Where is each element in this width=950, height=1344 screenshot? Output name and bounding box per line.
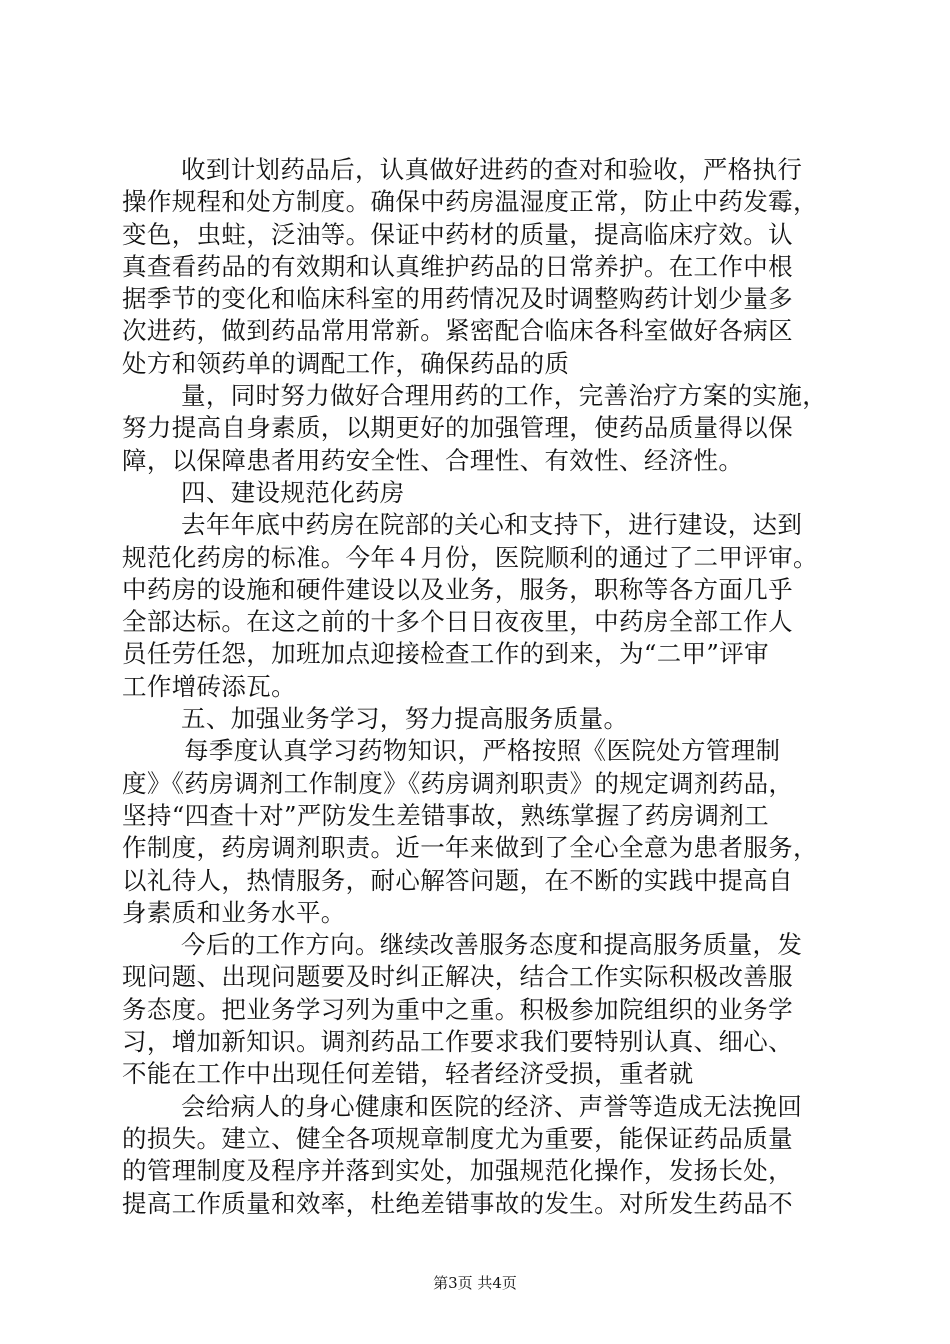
text-line: 现问题、出现问题要及时纠正解决，结合工作实际积极改善服 [122, 962, 793, 992]
text-line: 以礼待人，热情服务，耐心解答问题，在不断的实践中提高自 [122, 865, 793, 895]
text-line: 收到计划药品后，认真做好进药的查对和验收，严格执行 [181, 155, 803, 184]
text-line: 中药房的设施和硬件建设以及业务，服务，职称等各方面几乎 [122, 574, 793, 604]
text-line: 去年年底中药房在院部的关心和支持下，进行建设，达到 [181, 510, 803, 540]
text-line: 的管理制度及程序并落到实处，加强规范化操作，发扬长处， [122, 1156, 793, 1186]
text-line: 坚持“四查十对”严防发生差错事故，熟练掌握了药房调剂工 [122, 800, 769, 830]
text-line: 障，以保障患者用药安全性、合理性、有效性、经济性。 [122, 445, 744, 475]
section-heading: 四、建设规范化药房 [181, 477, 405, 507]
text-line: 习，增加新知识。调剂药品工作要求我们要特别认真、细心、 [122, 1027, 793, 1057]
page-footer [0, 1272, 950, 1293]
text-line: 作制度，药房调剂职责。近一年来做到了全心全意为患者服务， [122, 833, 818, 863]
text-line: 的损失。建立、健全各项规章制度尤为重要，能保证药品质量 [122, 1123, 793, 1153]
text-line: 每季度认真学习药物知识，严格按照《医院处方管理制 [184, 736, 781, 766]
text-line: 变色，虫蛀，泛油等。保证中药材的质量，提高临床疗效。认 [122, 219, 793, 249]
text-line: 工作增砖添瓦。 [122, 671, 296, 701]
text-line: 身素质和业务水平。 [122, 897, 346, 927]
text-line: 今后的工作方向。继续改善服务态度和提高服务质量，发 [181, 930, 803, 960]
document-body [122, 154, 830, 1220]
section-heading: 五、加强业务学习，努力提高服务质量。 [181, 704, 629, 734]
text-line: 次进药，做到药品常用常新。紧密配合临床各科室做好各病区 [122, 316, 793, 346]
text-line: 不能在工作中出现任何差错，轻者经济受损，重者就 [122, 1059, 694, 1089]
text-line: 提高工作质量和效率，杜绝差错事故的发生。对所发生药品不 [122, 1188, 793, 1218]
text-line: 规范化药房的标准。今年４月份，医院顺利的通过了二甲评审。 [122, 542, 818, 572]
text-line: 操作规程和处方制度。确保中药房温湿度正常，防止中药发霉， [122, 187, 818, 217]
text-line: 全部达标。在这之前的十多个日日夜夜里，中药房全部工作人 [122, 607, 793, 637]
text-line: 员任劳任怨，加班加点迎接检查工作的到来，为“二甲”评审 [122, 639, 769, 669]
text-line: 务态度。把业务学习列为重中之重。积极参加院组织的业务学 [122, 994, 793, 1024]
text-line: 处方和领药单的调配工作，确保药品的质 [122, 348, 570, 378]
text-line: 度》《药房调剂工作制度》《药房调剂职责》的规定调剂药品， [122, 768, 794, 798]
text-line: 量，同时努力做好合理用药的工作，完善治疗方案的实施， [181, 381, 828, 411]
text-line: 努力提高自身素质，以期更好的加强管理，使药品质量得以保 [122, 413, 793, 443]
text-line: 据季节的变化和临床科室的用药情况及时调整购药计划少量多 [122, 284, 793, 314]
text-line: 会给病人的身心健康和医院的经济、声誉等造成无法挽回 [181, 1091, 803, 1121]
page-number-label: 第3页 共4页 [433, 1274, 517, 1292]
text-line: 真查看药品的有效期和认真维护药品的日常养护。在工作中根 [122, 251, 793, 281]
